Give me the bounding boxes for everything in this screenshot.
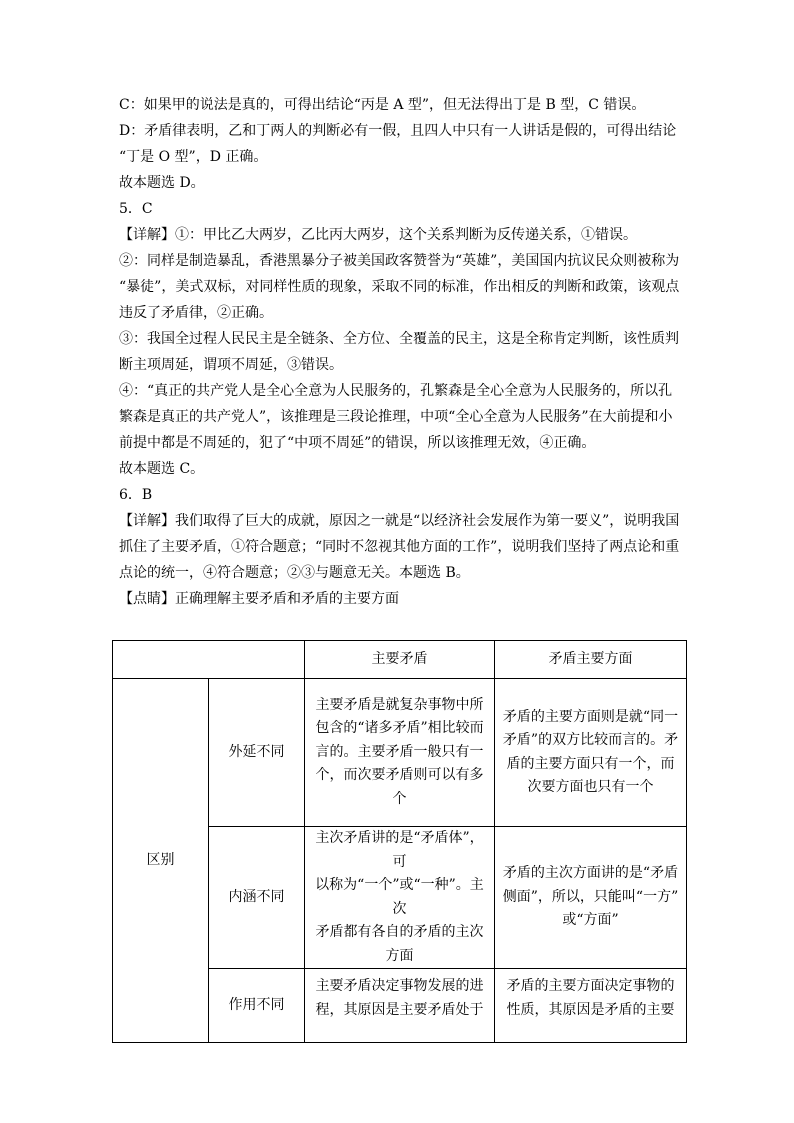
- cell-line: 个: [392, 790, 407, 807]
- cell-line: 程，其原因是主要矛盾处于: [315, 1001, 484, 1018]
- table-cell: [305, 969, 495, 1043]
- table-cell: [305, 827, 495, 969]
- header-cell-main-contradiction: 主要矛盾: [305, 641, 495, 679]
- cell-line: 矛盾”的双方比较而言的。矛: [502, 732, 679, 748]
- paragraph-line: 故本题选 C。: [119, 461, 205, 477]
- section-heading: 【点睛】正确理解主要矛盾和矛盾的主要方面: [119, 591, 399, 607]
- cell-line: 次要方面也只有一个: [527, 779, 654, 795]
- question-number: 5．C: [119, 201, 153, 217]
- table-header-row: [113, 641, 687, 679]
- cell-line: 言的。主要矛盾一般只有一: [315, 743, 484, 760]
- paragraph-line: C：如果甲的说法是真的，可得出结论“丙是 A 型”，但无法得出丁是 B 型，C 错误。: [119, 97, 646, 113]
- cell-line: 矛盾都有各自的矛盾的主次: [315, 924, 484, 940]
- cell-line: 个，而次要矛盾则可以有多: [315, 767, 484, 784]
- answer-text: [119, 92, 689, 612]
- table-cell: [305, 679, 495, 827]
- table-cell: [495, 827, 687, 969]
- paragraph-line: 点论的统一，④符合题意；②③与题意无关。本题选 B。: [119, 565, 470, 581]
- comparison-table: [112, 640, 687, 1043]
- paragraph-line: “丁是 O 型”，D 正确。: [119, 149, 268, 165]
- cell-line: 矛盾的主次方面讲的是“矛盾: [502, 865, 679, 882]
- row-label-cell: 内涵不同: [209, 827, 305, 969]
- paragraph-line: 故本题选 D。: [119, 175, 205, 191]
- paragraph-line: D：矛盾律表明，乙和丁两人的判断必有一假，且四人中只有一人讲话是假的，可得出结论: [119, 123, 677, 139]
- header-cell-blank: [113, 641, 305, 679]
- table-row: [113, 679, 687, 827]
- cell-line: 主要矛盾决定事物发展的进: [315, 978, 484, 994]
- paragraph-line: 违反了矛盾律，②正确。: [119, 305, 273, 321]
- row-label-cell: 作用不同: [209, 969, 305, 1043]
- paragraph-line: ④：“真正的共产党人是全心全意为人民服务的，孔繁森是全心全意为人民服务的，所以孔: [119, 383, 673, 399]
- cell-line: 以称为“一个”或“一种”。主次: [315, 877, 484, 917]
- group-label-cell: 区别: [113, 679, 209, 1043]
- header-cell-main-aspect: 矛盾主要方面: [495, 641, 687, 679]
- row-label-cell: 外延不同: [209, 679, 305, 827]
- paragraph-line: 断主项周延，谓项不周延，③错误。: [119, 357, 343, 373]
- paragraph-line: 繁森是真正的共产党人”，该推理是三段论推理，中项“全心全意为人民服务”在大前提和小: [119, 409, 673, 425]
- cell-line: 包含的“诸多矛盾”相比较而: [315, 720, 484, 737]
- paragraph-line: 抓住了主要矛盾，①符合题意；“同时不忽视其他方面的工作”，说明我们坚持了两点论和重: [119, 539, 680, 555]
- cell-line: 主次矛盾讲的是“矛盾体”，可: [315, 830, 484, 870]
- table-cell: [495, 679, 687, 827]
- cell-line: 矛盾的主要方面决定事物的: [506, 978, 675, 994]
- cell-line: 方面: [385, 947, 414, 964]
- paragraph-line: ②：同样是制造暴乱，香港黑暴分子被美国政客赞誉为“英雄”，美国国内抗议民众则被称为: [119, 253, 680, 269]
- cell-line: 侧面”，所以，只能叫“一方”: [502, 888, 679, 905]
- cell-line: 盾的主要方面只有一个，而: [506, 755, 675, 772]
- cell-line: 性质，其原因是矛盾的主要: [506, 1001, 675, 1018]
- question-number: 6．B: [119, 487, 153, 503]
- paragraph-line: ③：我国全过程人民民主是全链条、全方位、全覆盖的民主，这是全称肯定判断，该性质判: [119, 331, 679, 347]
- paragraph-line: 【详解】我们取得了巨大的成就，原因之一就是“以经济社会发展作为第一要义”，说明我国: [119, 513, 680, 529]
- cell-line: 或“方面”: [562, 912, 619, 929]
- paragraph-line: “暴徒”，美式双标，对同样性质的现象，采取不同的标准，作出相反的判断和政策，该观点: [119, 279, 680, 295]
- paragraph-line: 前提中都是不周延的，犯了“中项不周延”的错误，所以该推理无效，④正确。: [119, 435, 596, 451]
- table-cell: [495, 969, 687, 1043]
- cell-line: 矛盾的主要方面则是就“同一: [502, 708, 679, 725]
- cell-line: 主要矛盾是就复杂事物中所: [315, 696, 484, 713]
- paragraph-line: 【详解】①：甲比乙大两岁，乙比丙大两岁，这个关系判断为反传递关系，①错误。: [119, 227, 637, 243]
